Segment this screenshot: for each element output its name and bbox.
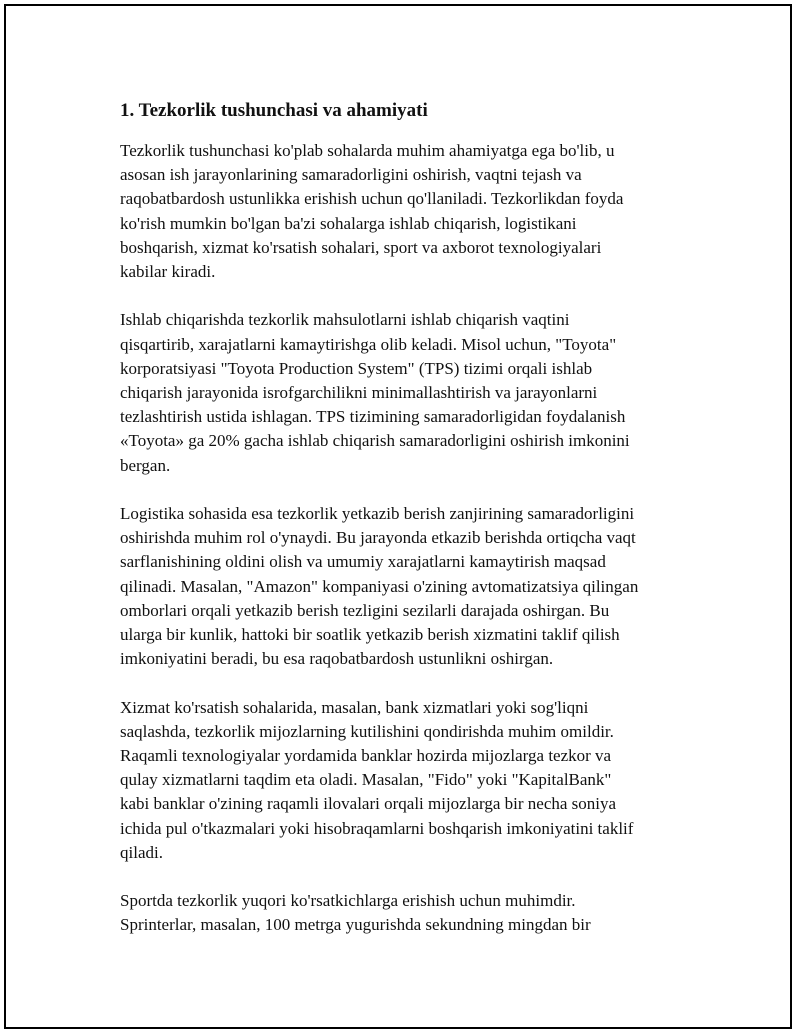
- text-line: raqobatbardosh ustunlikka erishish uchun qo'llaniladi. Tezkorlikdan foyda: [120, 189, 624, 209]
- text-line: saqlashda, tezkorlik mijozlarning kutilishini qondirishda muhim omildir.: [120, 721, 614, 741]
- text-line: chiqarish jarayonida isrofgarchilikni minimallashtirish va jarayonlarni: [120, 383, 598, 403]
- text-line: «Toyota» ga 20% gacha ishlab chiqarish samaradorligini oshirish imkonini: [120, 431, 630, 451]
- text-line: sarflanishining oldini olish va umumiy xarajatlarni kamaytirish maqsad: [120, 552, 606, 572]
- text-line: Tezkorlik tushunchasi ko'plab sohalarda muhim ahamiyatga ega bo'lib, u: [120, 141, 615, 160]
- body-paragraph: [120, 696, 700, 865]
- text-line: ichida pul o'tkazmalari yoki hisobraqamlarni boshqarish imkoniyatini taklif: [120, 818, 634, 838]
- text-line: Logistika sohasida esa tezkorlik yetkazib berish zanjirining samaradorligini: [120, 504, 635, 524]
- text-line: oshirishda muhim rol o'ynaydi. Bu jarayonda etkazib berishda ortiqcha vaqt: [120, 528, 636, 548]
- body-paragraph: [120, 889, 700, 937]
- text-line: kabilar kiradi.: [120, 262, 216, 282]
- text-line: Ishlab chiqarishda tezkorlik mahsulotlarni ishlab chiqarish vaqtini: [120, 310, 570, 330]
- body-paragraph: [120, 502, 700, 671]
- body-paragraph: [120, 139, 700, 284]
- text-line: ularga bir kunlik, hattoki bir soatlik yetkazib berish xizmatini taklif qilish: [120, 625, 620, 645]
- section-heading: 1. Tezkorlik tushunchasi va ahamiyati: [120, 100, 428, 121]
- text-line: Sprinterlar, masalan, 100 metrga yugurishda sekundning mingdan bir: [120, 915, 591, 935]
- text-line: ko'rish mumkin bo'lgan ba'zi sohalarga ishlab chiqarish, logistikani: [120, 213, 577, 233]
- text-line: kabi banklar o'zining raqamli ilovalari orqali mijozlarga bir necha soniya: [120, 794, 617, 814]
- document-page: [4, 4, 792, 1029]
- text-line: qisqartirib, xarajatlarni kamaytirishga olib keladi. Misol uchun, "Toyota": [120, 334, 617, 354]
- text-line: asosan ish jarayonlarining samaradorligini oshirish, vaqtni tejash va: [120, 165, 582, 185]
- text-line: tezlashtirish ustida ishlagan. TPS tizimining samaradorligidan foydalanish: [120, 407, 626, 427]
- text-line: boshqarish, xizmat ko'rsatish sohalari, sport va axborot texnologiyalari: [120, 237, 602, 257]
- text-line: bergan.: [120, 455, 171, 475]
- text-line: qulay xizmatlarni taqdim eta oladi. Masalan, "Fido" yoki "KapitalBank": [120, 770, 612, 790]
- text-line: qiladi.: [120, 842, 163, 862]
- text-line: Raqamli texnologiyalar yordamida banklar hozirda mijozlarga tezkor va: [120, 746, 612, 766]
- text-line: omborlari orqali yetkazib berish tezligini sezilarli darajada oshirgan. Bu: [120, 600, 610, 620]
- body-paragraph: [120, 308, 700, 477]
- text-line: korporatsiyasi "Toyota Production System" (TPS) tizimi orqali ishlab: [120, 358, 593, 378]
- text-line: Xizmat ko'rsatish sohalarida, masalan, bank xizmatlari yoki sog'liqni: [120, 697, 589, 717]
- text-line: imkoniyatini beradi, bu esa raqobatbardosh ustunlikni oshirgan.: [120, 649, 554, 669]
- paragraphs-container: [120, 139, 700, 938]
- document-content: [120, 99, 700, 962]
- text-line: Sportda tezkorlik yuqori ko'rsatkichlarga erishish uchun muhimdir.: [120, 891, 576, 911]
- text-line: qilinadi. Masalan, "Amazon" kompaniyasi o'zining avtomatizatsiya qilingan: [120, 576, 639, 596]
